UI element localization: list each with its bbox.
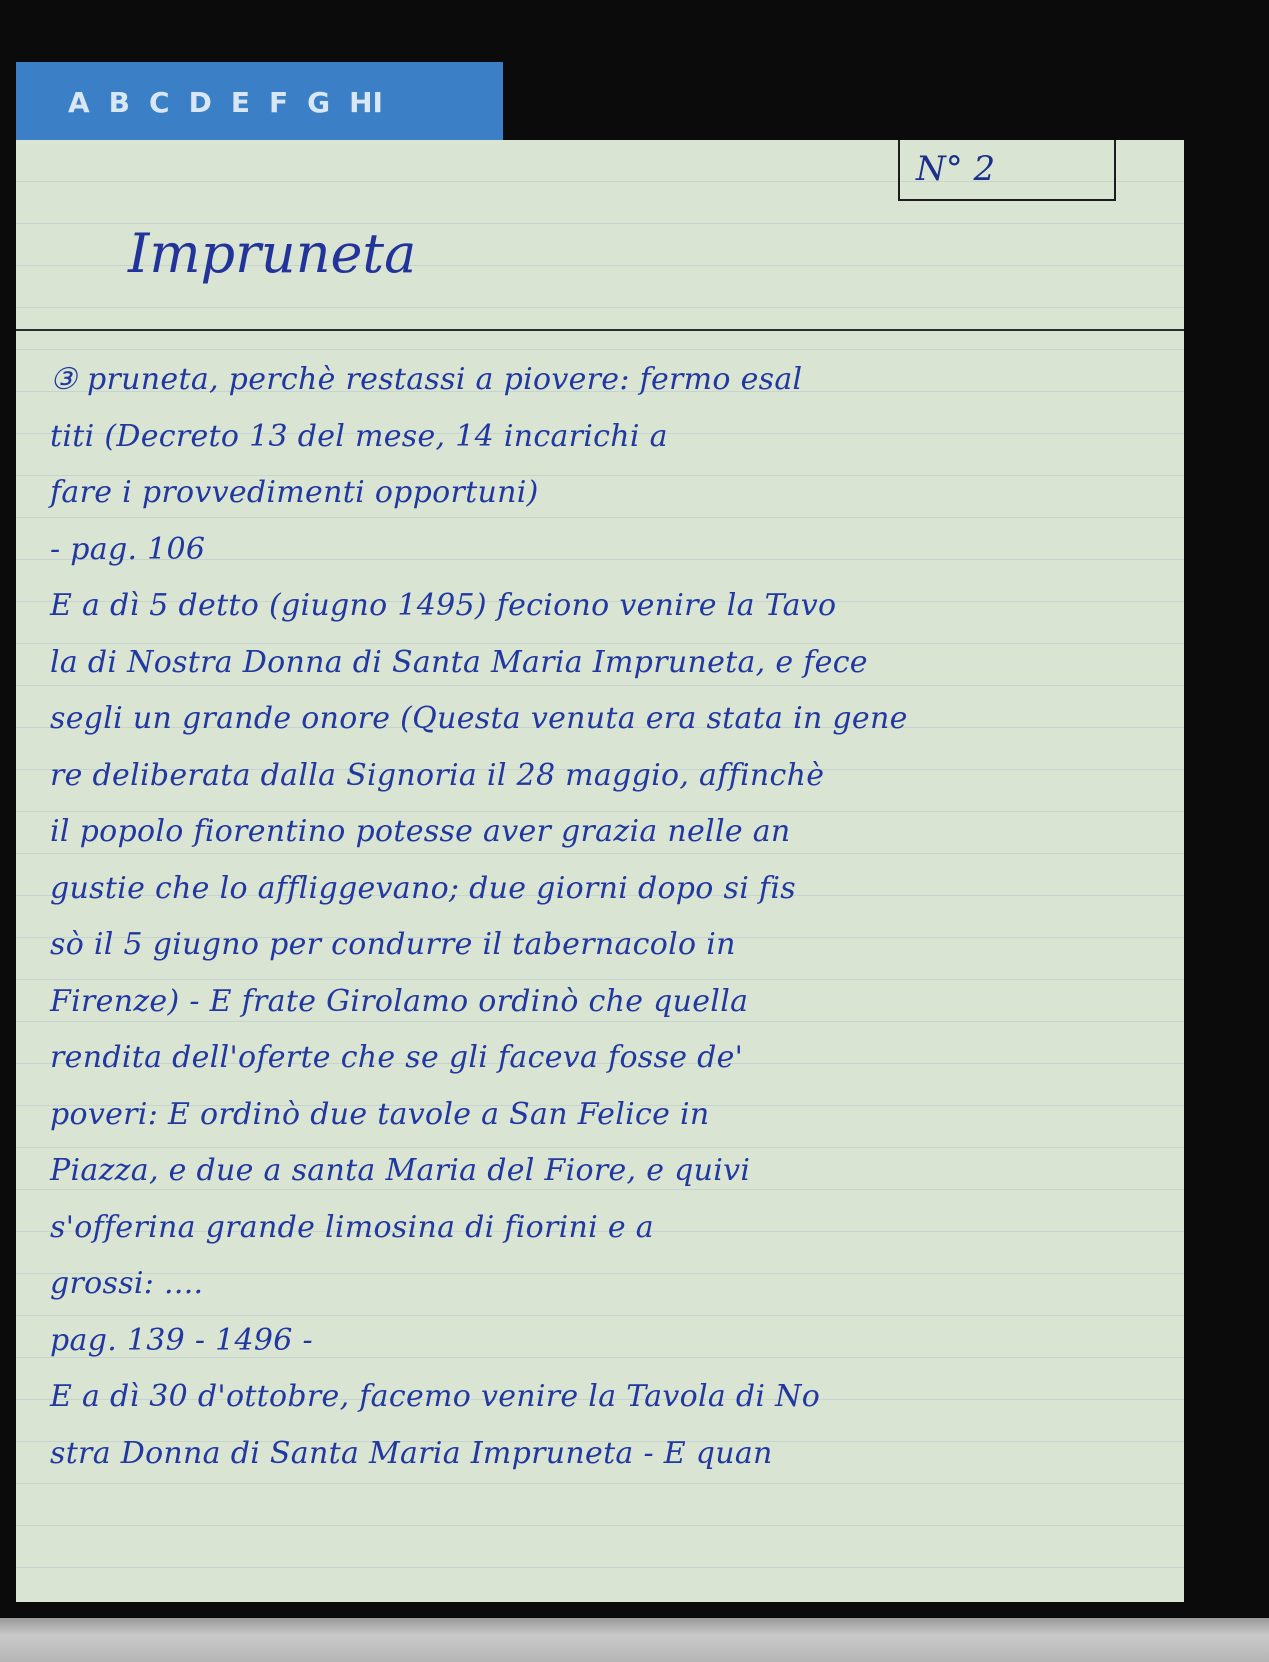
index-tab-strip bbox=[16, 62, 503, 142]
text-line-13: rendita dell'oferte che se gli faceva fosse de' bbox=[50, 1040, 744, 1075]
text-line-4: - pag. 106 bbox=[50, 531, 206, 567]
text-line-16: s'offerina grande limosina di fiorini e a bbox=[50, 1209, 654, 1245]
card-number-box bbox=[898, 140, 1116, 201]
index-letter-g: G bbox=[307, 85, 331, 119]
text-line-14: poveri: E ordinò due tavole a San Felice in bbox=[50, 1096, 710, 1132]
text-line-18: pag. 139 - 1496 - bbox=[50, 1322, 313, 1358]
text-line-5: E a dì 5 detto (giugno 1495) feciono venire la Tavo bbox=[50, 588, 837, 623]
text-line-12: Firenze) - E frate Girolamo ordinò che quella bbox=[50, 983, 749, 1019]
text-line-1: ③ pruneta, perchè restassi a piovere: fermo esal bbox=[50, 362, 803, 397]
index-card bbox=[16, 140, 1184, 1602]
index-letter-a: A bbox=[68, 85, 90, 119]
text-line-9: il popolo fiorentino potesse aver grazia nelle an bbox=[50, 814, 791, 849]
text-line-6: la di Nostra Donna di Santa Maria Impruneta, e fece bbox=[50, 644, 868, 680]
text-line-8: re deliberata dalla Signoria il 28 maggio, affinchè bbox=[50, 757, 825, 793]
header-divider bbox=[16, 329, 1184, 331]
index-letter-hi: HI bbox=[349, 85, 383, 119]
index-letter-d: D bbox=[188, 85, 212, 119]
index-letter-e: E bbox=[230, 85, 250, 119]
text-line-20: stra Donna di Santa Maria Impruneta - E quan bbox=[50, 1435, 773, 1471]
text-line-15: Piazza, e due a santa Maria del Fiore, e quivi bbox=[50, 1153, 751, 1188]
index-letter-c: C bbox=[149, 85, 170, 119]
index-letter-b: B bbox=[108, 85, 131, 119]
text-line-7: segli un grande onore (Questa venuta era stata in gene bbox=[50, 701, 908, 736]
scanner-bottom-strip bbox=[0, 1618, 1269, 1662]
text-line-11: sò il 5 giugno per condurre il tabernacolo in bbox=[50, 927, 736, 962]
card-number: N° 2 bbox=[916, 148, 996, 189]
text-line-3: fare i provvedimenti opportuni) bbox=[50, 475, 539, 510]
card-title: Impruneta bbox=[128, 222, 417, 285]
text-line-19: E a dì 30 d'ottobre, facemo venire la Tavola di No bbox=[50, 1379, 821, 1414]
text-line-17: grossi: .... bbox=[50, 1266, 204, 1301]
text-line-2: titi (Decreto 13 del mese, 14 incarichi a bbox=[50, 418, 668, 454]
handwritten-body bbox=[50, 352, 1170, 1482]
text-line-10: gustie che lo affliggevano; due giorni dopo si fis bbox=[50, 870, 796, 906]
index-letter-f: F bbox=[268, 85, 289, 119]
